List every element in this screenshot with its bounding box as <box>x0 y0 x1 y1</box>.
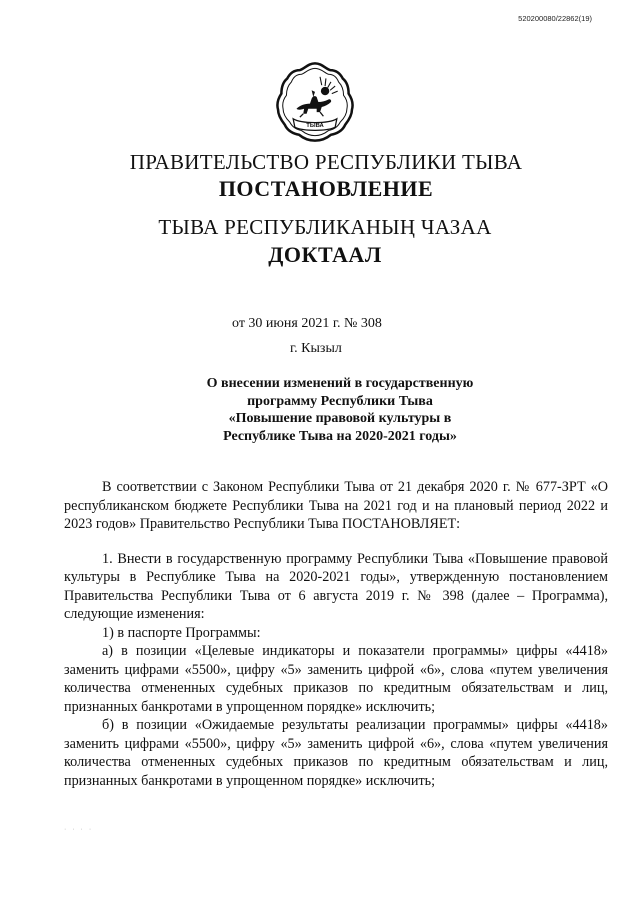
document-type-ru: ПОСТАНОВЛЕНИЕ <box>218 176 434 201</box>
subject-line: Республике Тыва на 2020-2021 годы» <box>223 428 457 444</box>
government-name-ru: ПРАВИТЕЛЬСТВО РЕСПУБЛИКИ ТЫВА <box>129 150 523 174</box>
document-body <box>64 478 608 790</box>
page-bottom-artifact: · · · · <box>64 826 94 833</box>
subject-line: О внесении изменений в государственную <box>206 376 474 391</box>
document-code: 520200080/22862(19) <box>518 14 592 23</box>
body-paragraph: 1. Внести в государственную программу Республики Тыва «Повышение правовой культуры в Республике Тыва на 2020-2021 годы», утвержденную постановлением Правительства Республики Тыва от 6 августа 2019 г. № 398 (далее – Программа), следующие изменения: <box>64 550 608 622</box>
body-paragraph: б) в позиции «Ожидаемые результаты реализации программы» цифры «4418» заменить цифрами «5500», цифру «5» заменить цифрой «6», слова «путем увеличения количества отмененных судебных приказов по кредитным обязательствам и лиц, признанных банкротами в упрощенном порядке» исключить; <box>64 717 608 789</box>
document-city: г. Кызыл <box>290 341 342 356</box>
subject-line: программу Республики Тыва <box>247 393 433 409</box>
government-name-tyv: ТЫВА РЕСПУБЛИКАНЫҢ ЧАЗАА <box>158 215 492 239</box>
tuva-emblem-icon <box>273 60 357 144</box>
preamble-paragraph: В соответствии с Законом Республики Тыва от 21 декабря 2020 г. № 677-ЗРТ «О республиканском бюджете Республики Тыва на 2021 год и на плановый период 2022 и 2023 годов» Правительство Республики Тыва ПОСТАНОВЛЯЕТ: <box>64 479 608 532</box>
document-date: от 30 июня 2021 г. № 308 <box>232 316 382 331</box>
body-paragraph: а) в позиции «Целевые индикаторы и показатели программы» цифры «4418» заменить цифрами «5500», цифру «5» заменить цифрой «6», слова «путем увеличения количества отмененных судебных приказов по кредитным обязательствам и лиц, признанных банкротами в упрощенном порядке» исключить; <box>64 643 608 715</box>
body-paragraph: 1) в паспорте Программы: <box>102 624 261 641</box>
document-type-tyv: ДОКТААЛ <box>268 242 382 267</box>
emblem-text: ТЫВА <box>306 123 324 130</box>
subject-line: «Повышение правовой культуры в <box>228 411 452 426</box>
document-subject <box>150 375 530 445</box>
